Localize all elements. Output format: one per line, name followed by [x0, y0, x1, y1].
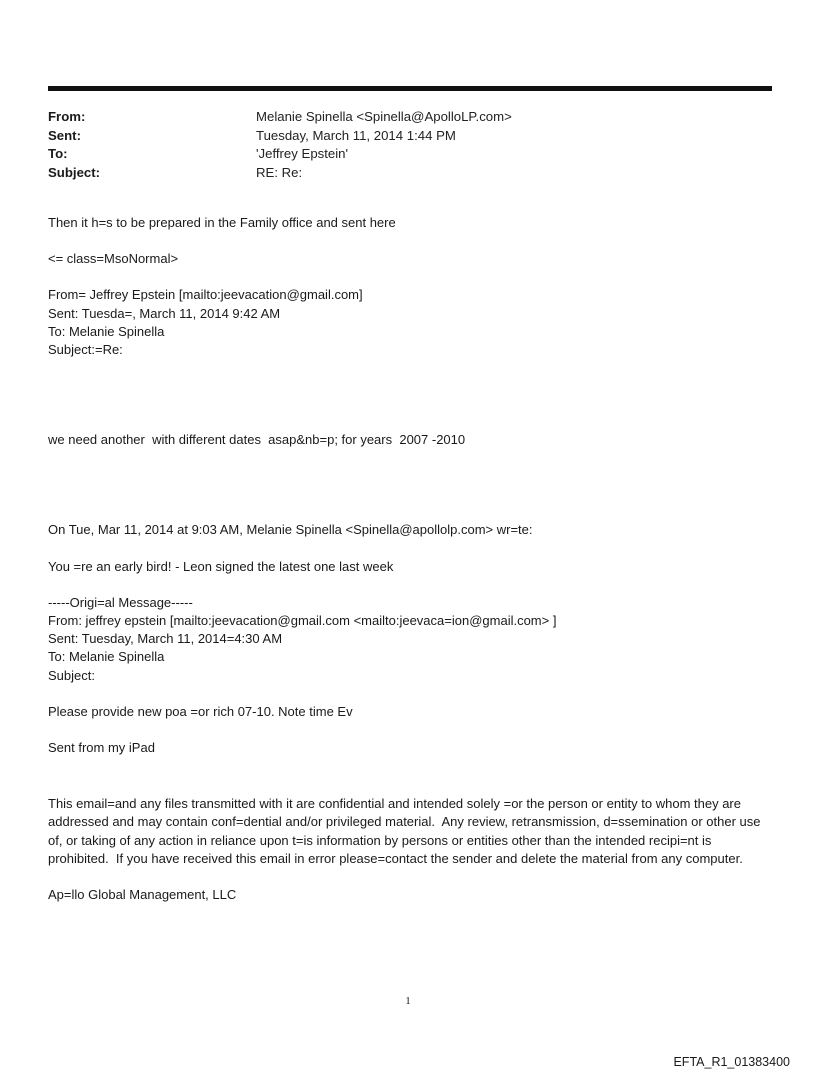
subject-label: Subject: [48, 164, 101, 180]
forward-subject: Subject:=Re: [48, 342, 123, 358]
from-row [48, 108, 512, 127]
original-from: From: jeffrey epstein [mailto:jeevacation@gmail.com <mailto:jeevaca=ion@gmail.com> ] [48, 613, 557, 629]
sent-row [48, 127, 512, 146]
to-row [48, 145, 512, 164]
header-rule [48, 86, 772, 91]
sent-value: Tuesday, March 11, 2014 1:44 PM [256, 127, 456, 143]
sent-label: Sent: [48, 127, 81, 143]
body-line: You =re an early bird! - Leon signed the latest one last week [48, 558, 394, 574]
body-line: Sent from my iPad [48, 740, 155, 756]
body-line: <= class=MsoNormal> [48, 251, 179, 267]
body-line: Please provide new poa =or rich 07-10. Note time Ev [48, 703, 353, 719]
original-message-marker: -----Origi=al Message----- [48, 594, 193, 610]
to-value: 'Jeffrey Epstein' [256, 146, 349, 161]
original-to: To: Melanie Spinella [48, 649, 165, 665]
body-line: Then it h=s to be prepared in the Family office and sent here [48, 215, 396, 230]
original-subject: Subject: [48, 667, 95, 683]
from-label: From: [48, 109, 86, 124]
to-label: To: [48, 146, 68, 161]
email-header [48, 108, 512, 182]
page-number: 1 [405, 995, 411, 1007]
company-signature: Ap=llo Global Management, LLC [48, 887, 237, 903]
subject-value: RE: Re: [256, 164, 303, 180]
body-line: we need another with different dates asap&nb=p; for years 2007 -2010 [48, 432, 466, 448]
subject-row [48, 164, 512, 183]
quote-attribution: On Tue, Mar 11, 2014 at 9:03 AM, Melanie Spinella <Spinella@apollolp.com> wr=te: [48, 522, 533, 538]
email-body [48, 214, 768, 904]
forward-sent: Sent: Tuesda=, March 11, 2014 9:42 AM [48, 305, 281, 321]
disclaimer: This email=and any files transmitted with it are confidential and intended solely =or the person or entity to whom they are addressed and may contain conf=dential and/or privileged material. Any review, retransmission, d=ssemination or other use of, or taking of any action in reliance upon t=is information by persons or entities other than the intended recipi=nt is prohibited. If you have received this email in error please=contact the sender and delete the material from any computer. [48, 796, 765, 866]
original-sent: Sent: Tuesday, March 11, 2014=4:30 AM [48, 631, 283, 647]
document-id: EFTA_R1_01383400 [673, 1055, 790, 1069]
forward-to: To: Melanie Spinella [48, 323, 165, 339]
forward-from: From= Jeffrey Epstein [mailto:jeevacation@gmail.com] [48, 287, 363, 303]
from-value: Melanie Spinella <Spinella@ApolloLP.com> [256, 109, 512, 124]
